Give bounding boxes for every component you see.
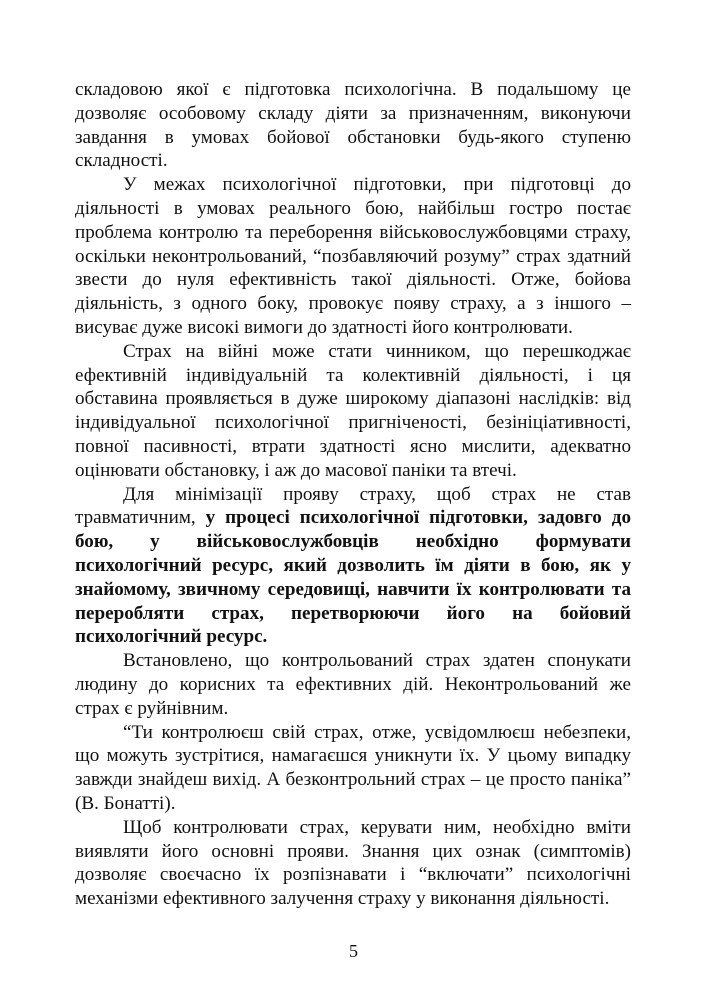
paragraph-5-text: Встановлено, що контрольований страх здатен спонукати людину до корисних та ефективних дій. Неконтрольований же страх є руйнівним. <box>75 650 631 719</box>
page-number: 5 <box>349 941 358 961</box>
paragraph-1 <box>75 78 631 173</box>
quote-paragraph <box>75 721 631 816</box>
body-text <box>75 78 631 911</box>
paragraph-4 <box>75 483 631 650</box>
paragraph-1-text: складовою якої є підготовка психологічна. В подальшому це дозволяє особовому складу діяти за призначенням, виконуючи завдання в умовах бойової обстановки будь-якого ступеню складності. <box>75 79 631 172</box>
paragraph-2-text: У межах психологічної підготовки, при підготовці до діяльності в умовах реального бою, найбільш гостро постає проблема контролю та переборення військовослужбовцями страху, оскільки неконтрольований, “позбавляючий розуму” страх здатний звести до нуля ефективність такої діяльності. Отже, бойова діяльність, з одного боку, провокує появу страху, а з іншого – висуває дуже високі вимоги до здатності його контролювати. <box>75 174 631 338</box>
paragraph-4-bold-text: у процесі психологічної підготовки, задовго до бою, у військовослужбовців необхідно формувати психологічний ресурс, який дозволить їм діяти в бою, як у знайомому, звичному середовищі, навчити їх контролювати та переробляти страх, перетворюючи його на бойовий психологічний ресурс. <box>75 507 631 648</box>
paragraph-7-text: Щоб контролювати страх, керувати ним, необхідно вміти виявляти його основні прояви. Знання цих ознак (симптомів) дозволяє своєчасно їх розпізнавати і “включати” психологічні механізми ефективного залучення страху у виконання діяльності. <box>75 816 631 910</box>
paragraph-3-text: Страх на війні може стати чинником, що перешкоджає ефективній індивідуальній та колективній діяльності, і ця обставина проявляється в дуже широкому діапазоні наслідків: від індивідуальної психологічної пригніченості, безініціативності, повної пасивності, втрати здатності ясно мислити, адекватно оцінювати обстановку, і аж до масової паніки та втечі. <box>75 340 631 481</box>
paragraph-5 <box>75 649 631 720</box>
paragraph-7 <box>75 816 631 911</box>
paragraph-4-text: Для мінімізації прояву страху, щоб страх не став травматичним, <box>75 483 631 529</box>
quote-text: “Ти контролюєш свій страх, отже, усвідомлюєш небезпеки, що можуть зустрітися, намагаєшся уникнути їх. У цьому випадку завжди знайдеш вихід. А безконтрольний страх – це просто паніка” (В. Бонатті). <box>75 721 631 814</box>
paragraph-3 <box>75 340 631 483</box>
paragraph-2 <box>75 173 631 340</box>
